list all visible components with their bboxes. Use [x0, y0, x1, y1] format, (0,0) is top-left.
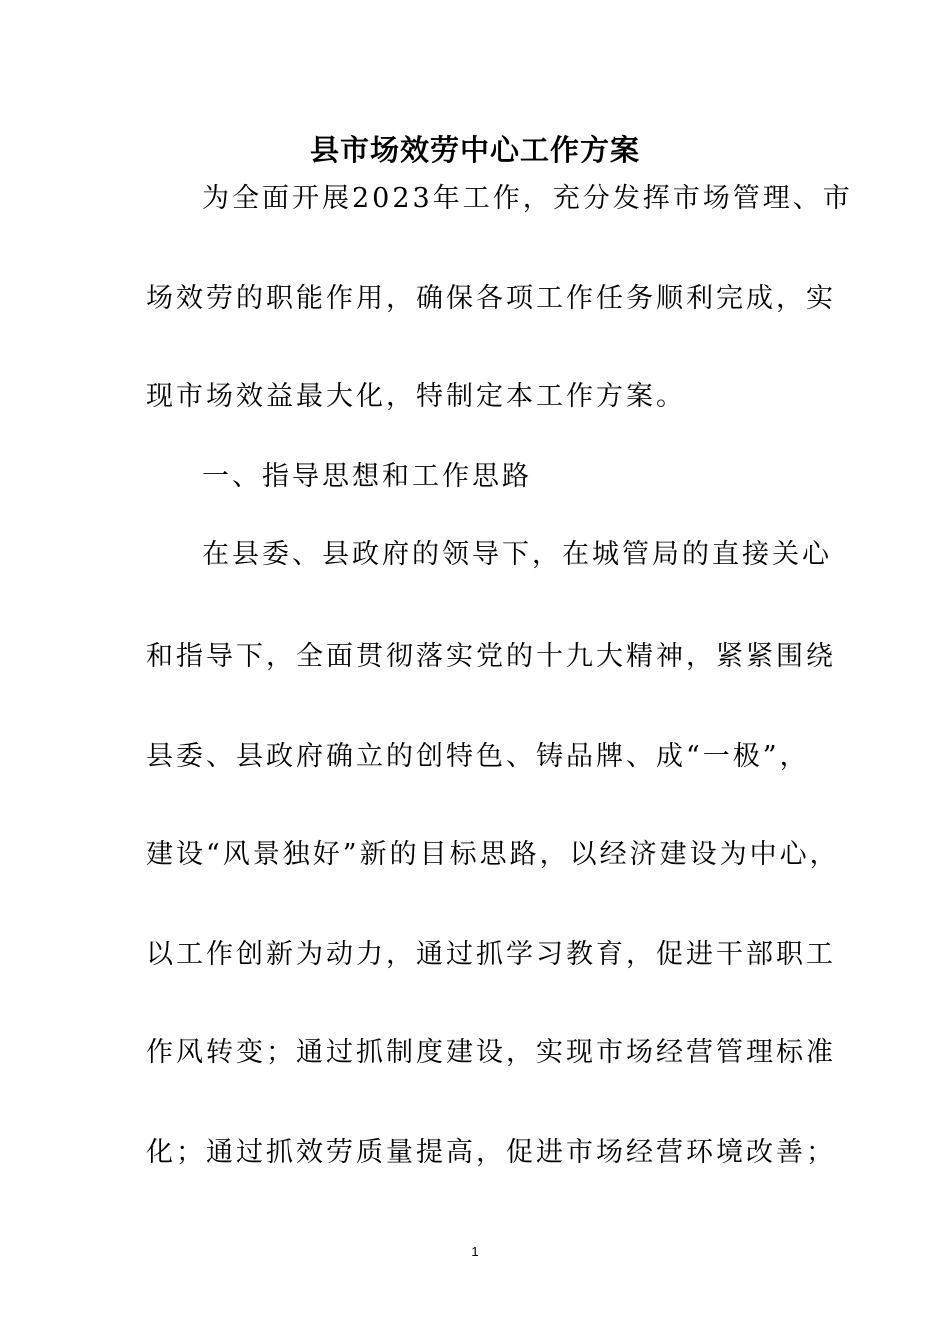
paragraph-line: 在县委、县政府的领导下，在城管局的直接关心: [202, 539, 832, 570]
document-title: 县市场效劳中心工作方案: [309, 133, 640, 167]
paragraph-line: 作风转变；通过抓制度建设，实现市场经营管理标准: [146, 1037, 836, 1068]
paragraph-line: 为全面开展2023年工作，充分发挥市场管理、市: [202, 183, 853, 214]
paragraph-line: 和指导下，全面贯彻落实党的十九大精神，紧紧围绕: [146, 641, 836, 672]
section-heading: 一、指导思想和工作思路: [202, 461, 532, 492]
paragraph-line: 以工作创新为动力，通过抓学习教育，促进干部职工: [146, 939, 836, 970]
paragraph-line: 化；通过抓效劳质量提高，促进市场经营环境改善；: [146, 1137, 836, 1168]
page-number: 1: [471, 1244, 479, 1259]
paragraph-line: 场效劳的职能作用，确保各项工作任务顺利完成，实: [146, 283, 836, 314]
paragraph-line: 建设“风景独好”新的目标思路，以经济建设为中心，: [146, 839, 840, 870]
paragraph-line: 县委、县政府确立的创特色、铸品牌、成“一极”，: [146, 741, 810, 772]
paragraph-line: 现市场效益最大化，特制定本工作方案。: [146, 381, 686, 412]
